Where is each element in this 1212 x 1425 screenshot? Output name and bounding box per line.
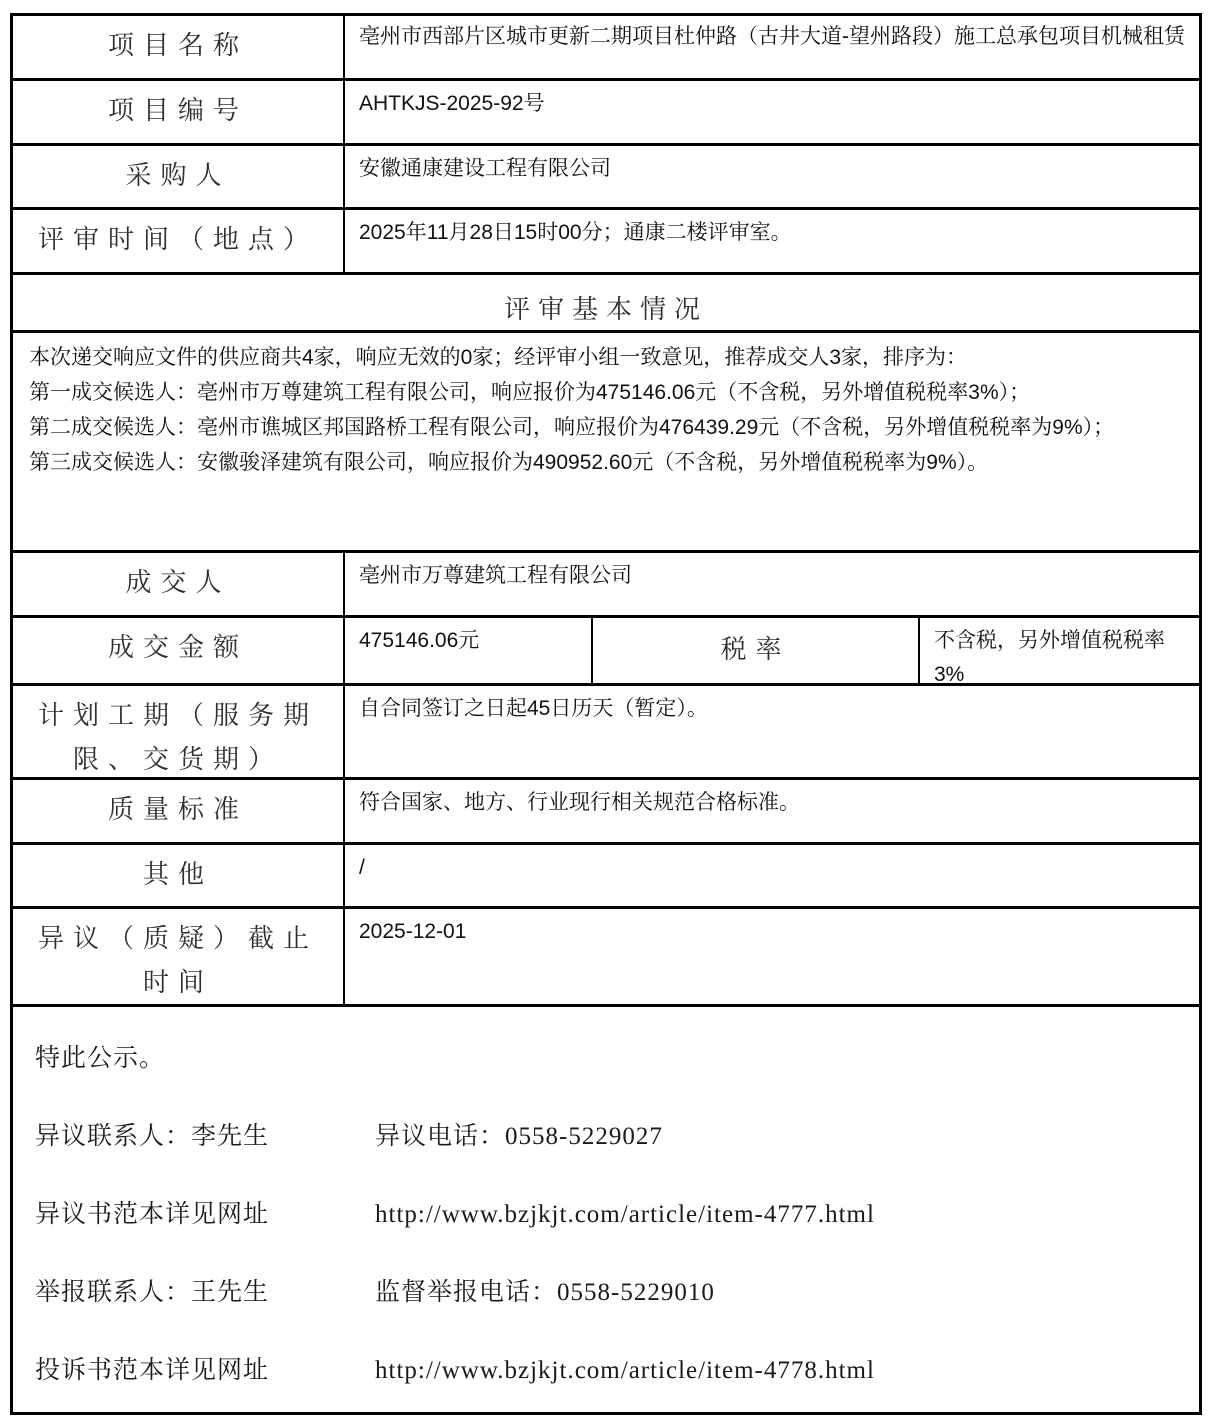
row-project-name <box>13 16 1199 78</box>
report-contact-person: 举报联系人：王先生 <box>35 1279 270 1306</box>
winner-value: 亳州市万尊建筑工程有限公司 <box>343 553 1199 615</box>
other-label: 其他 <box>142 860 213 889</box>
summary-line-3: 第二成交候选人：亳州市谯城区邦国路桥工程有限公司，响应报价为476439.29元（不含税，另外增值税税率为9%）； <box>29 416 1115 439</box>
purchaser-value: 安徽通康建设工程有限公司 <box>343 146 1199 207</box>
row-amount <box>13 615 1199 686</box>
summary-line-1: 本次递交响应文件的供应商共4家，响应无效的0家；经评审小组一致意见，推荐成交人3家，排序为： <box>29 346 968 369</box>
amount-value: 475146.06元 <box>343 618 591 683</box>
row-section-header <box>13 272 1199 330</box>
public-notice-text: 特此公示。 <box>35 1045 166 1072</box>
objection-template-label: 异议书范本详见网址 <box>35 1201 270 1228</box>
review-time-label: 评审时间（地点） <box>37 225 318 254</box>
winner-label: 成交人 <box>125 568 231 597</box>
schedule-value: 自合同签订之日起45日历天（暂定）。 <box>343 686 1199 777</box>
project-number-value: AHTKJS-2025-92号 <box>343 81 1199 143</box>
review-summary <box>13 333 1199 550</box>
row-review-time <box>13 207 1199 272</box>
objection-contact-line <box>35 1121 1179 1153</box>
report-phone: 监督举报电话：0558-5229010 <box>375 1279 715 1306</box>
row-winner <box>13 550 1199 615</box>
complaint-template-url: http://www.bzjkjt.com/article/item-4778.html <box>375 1357 875 1384</box>
objection-template-line <box>35 1199 1179 1231</box>
row-purchaser <box>13 143 1199 207</box>
tax-rate-value: 不含税，另外增值税税率3% <box>918 618 1199 683</box>
report-contact-line <box>35 1277 1179 1309</box>
project-name-label: 项目名称 <box>107 31 248 60</box>
quality-label: 质量标准 <box>107 795 248 824</box>
objection-deadline-value: 2025-12-01 <box>343 909 1199 1004</box>
row-project-number <box>13 78 1199 143</box>
row-review-summary <box>13 330 1199 550</box>
purchaser-label: 采购人 <box>125 161 231 190</box>
review-time-value: 2025年11月28日15时00分；通康二楼评审室。 <box>343 210 1199 272</box>
row-schedule <box>13 683 1199 777</box>
objection-deadline-label: 异议（质疑）截止时间 <box>37 924 318 997</box>
section-title: 评审基本情况 <box>503 295 708 324</box>
objection-template-url: http://www.bzjkjt.com/article/item-4777.html <box>375 1201 875 1228</box>
row-other <box>13 842 1199 906</box>
objection-contact-person: 异议联系人：李先生 <box>35 1123 270 1150</box>
project-number-label: 项目编号 <box>107 96 248 125</box>
footer-block <box>13 1007 1199 1412</box>
row-objection-deadline <box>13 906 1199 1004</box>
row-footer <box>13 1004 1199 1412</box>
amount-label: 成交金额 <box>107 633 248 662</box>
summary-line-2: 第一成交候选人：亳州市万尊建筑工程有限公司，响应报价为475146.06元（不含税，另外增值税税率3%）； <box>29 381 1031 404</box>
project-name-value: 亳州市西部片区城市更新二期项目杜仲路（古井大道-望州路段）施工总承包项目机械租赁 <box>343 16 1199 78</box>
summary-line-4: 第三成交候选人：安徽骏泽建筑有限公司，响应报价为490952.60元（不含税，另外增值税税率为9%）。 <box>29 451 989 474</box>
tax-rate-label: 税率 <box>591 618 918 683</box>
announcement-table <box>10 13 1202 1415</box>
complaint-template-line <box>35 1355 1179 1387</box>
row-quality <box>13 777 1199 842</box>
complaint-template-label: 投诉书范本详见网址 <box>35 1357 270 1384</box>
objection-phone: 异议电话：0558-5229027 <box>375 1123 663 1150</box>
quality-value: 符合国家、地方、行业现行相关规范合格标准。 <box>343 780 1199 842</box>
schedule-label: 计划工期（服务期限、交货期） <box>37 701 318 774</box>
other-value: / <box>343 845 1199 906</box>
